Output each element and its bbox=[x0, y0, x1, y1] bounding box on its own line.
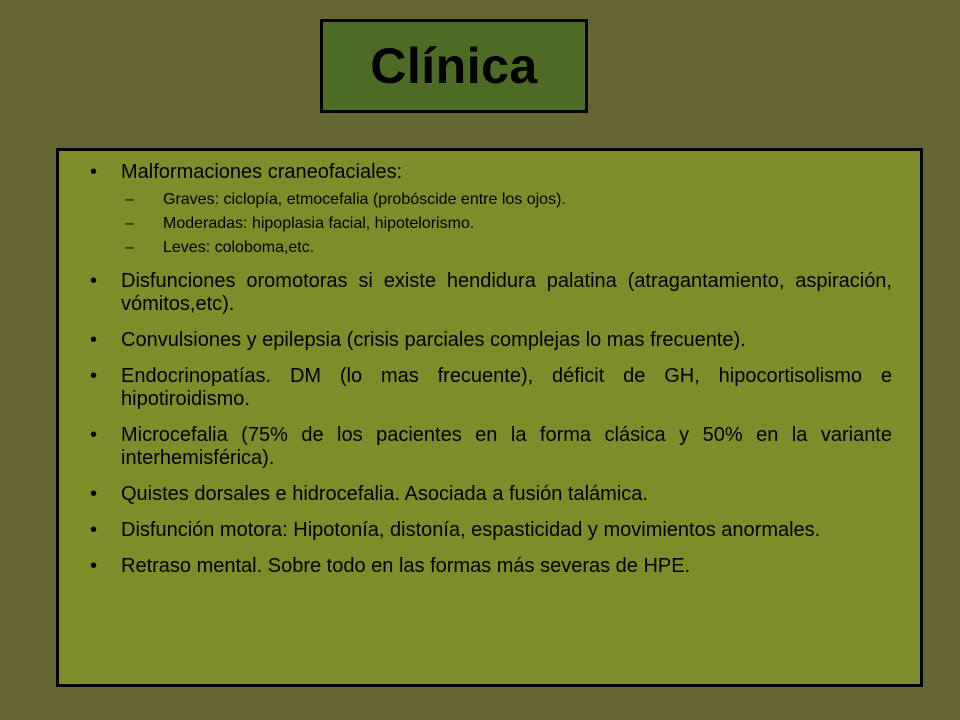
bullet-icon: • bbox=[90, 555, 98, 577]
bullet-item bbox=[87, 424, 892, 470]
content-box bbox=[56, 148, 923, 687]
bullet-icon: • bbox=[90, 365, 98, 387]
bullet-text: Endocrinopatías. DM (lo mas frecuente), déficit de GH, hipocortisolismo e hipotiroidismo. bbox=[121, 365, 892, 410]
dash-icon: – bbox=[125, 215, 134, 232]
sub-item bbox=[121, 190, 892, 209]
bullet-list bbox=[87, 161, 892, 578]
bullet-text: Retraso mental. Sobre todo en las formas más severas de HPE. bbox=[121, 555, 691, 577]
bullet-text: Microcefalia (75% de los pacientes en la forma clásica y 50% en la variante interhemisférica). bbox=[121, 424, 892, 469]
bullet-icon: • bbox=[90, 270, 98, 292]
bullet-item bbox=[87, 270, 892, 316]
bullet-item bbox=[87, 365, 892, 411]
bullet-item bbox=[87, 555, 892, 578]
sub-item bbox=[121, 238, 892, 257]
bullet-text: Malformaciones craneofaciales: bbox=[121, 161, 403, 183]
sub-item-text: Moderadas: hipoplasia facial, hipotelorismo. bbox=[163, 215, 475, 232]
dash-icon: – bbox=[125, 239, 134, 256]
bullet-icon: • bbox=[90, 424, 98, 446]
bullet-text: Convulsiones y epilepsia (crisis parciales complejas lo mas frecuente). bbox=[121, 329, 746, 351]
bullet-item bbox=[87, 329, 892, 352]
bullet-icon: • bbox=[90, 483, 98, 505]
bullet-icon: • bbox=[90, 161, 98, 183]
sub-item bbox=[121, 214, 892, 233]
sub-list bbox=[121, 190, 892, 257]
bullet-item bbox=[87, 519, 892, 542]
slide-title: Clínica bbox=[370, 38, 538, 94]
sub-item-text: Leves: coloboma,etc. bbox=[163, 239, 315, 256]
sub-item-text: Graves: ciclopía, etmocefalia (probóscide entre los ojos). bbox=[163, 191, 566, 208]
bullet-text: Disfunción motora: Hipotonía, distonía, espasticidad y movimientos anormales. bbox=[121, 519, 821, 541]
bullet-item bbox=[87, 161, 892, 257]
bullet-item bbox=[87, 483, 892, 506]
bullet-text: Disfunciones oromotoras si existe hendidura palatina (atragantamiento, aspiración, vómitos,etc). bbox=[121, 270, 892, 315]
bullet-icon: • bbox=[90, 519, 98, 541]
bullet-text: Quistes dorsales e hidrocefalia. Asociada a fusión talámica. bbox=[121, 483, 648, 505]
bullet-icon: • bbox=[90, 329, 98, 351]
title-box bbox=[320, 19, 588, 113]
dash-icon: – bbox=[125, 191, 134, 208]
